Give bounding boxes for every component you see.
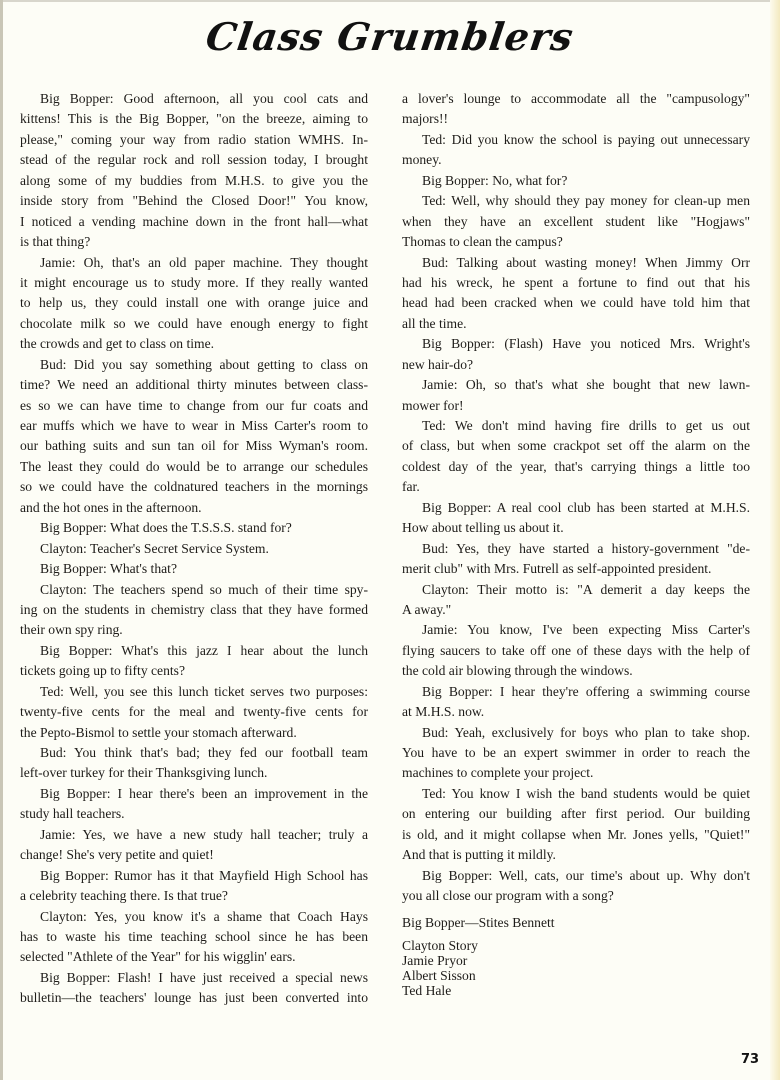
text-line: ear muffs which we have to wear in Miss Carter's room to bbox=[20, 418, 368, 433]
text-line: to help us, they could install one with orange juice and bbox=[20, 295, 368, 311]
text-line: left-over turkey for their Thanksgiving lunch. bbox=[20, 765, 268, 781]
text-line: Ted: Well, why should they pay money for clean-up men bbox=[422, 193, 750, 209]
text-line: the cold air blowing through the windows. bbox=[402, 663, 633, 679]
text-line: Bud: You think that's bad; they fed our football team bbox=[40, 745, 368, 760]
credit-cast-member: Clayton Story bbox=[402, 937, 478, 953]
credit-cast-member: Ted Hale bbox=[402, 982, 452, 998]
text-line: coldest day of the year, that's carrying things a little too bbox=[402, 458, 750, 474]
text-line: far. bbox=[402, 479, 420, 495]
cast-credits bbox=[402, 915, 750, 998]
text-line: Clayton: Teacher's Secret Service System. bbox=[40, 540, 269, 556]
text-line: Jamie: Oh, so that's what she bought that new lawn- bbox=[422, 377, 750, 393]
right-column bbox=[402, 89, 750, 998]
text-line: time? We need an additional thirty minutes between class- bbox=[20, 377, 368, 393]
text-line: mower for! bbox=[402, 397, 464, 413]
text-line: a lover's lounge to accommodate all the "campusology" bbox=[402, 91, 750, 106]
text-line: all the time. bbox=[402, 315, 467, 331]
text-line: had his wreck, he spent a fortune to find out that his bbox=[402, 274, 750, 290]
text-line: Clayton: Their motto is: "A demerit a day keeps the bbox=[422, 581, 750, 597]
text-line: Ted: Did you know the school is paying out unnecessary bbox=[422, 131, 750, 147]
text-line: chocolate milk so we could have enough energy to fight bbox=[20, 315, 368, 331]
text-line: Big Bopper: I hear there's been an improvement in the bbox=[40, 785, 368, 801]
text-line: twenty-five cents for the meal and twenty-five cents for bbox=[20, 704, 368, 720]
text-line: How about telling us about it. bbox=[402, 520, 564, 536]
text-line: Big Bopper: Good afternoon, all you cool cats and bbox=[40, 91, 368, 106]
text-line: and the hot ones in the afternoon. bbox=[20, 499, 202, 515]
text-line: And that is putting it mildly. bbox=[402, 847, 556, 863]
text-line: You have to be an expert swimmer in order to reach the bbox=[402, 745, 750, 760]
right-column-dialogue bbox=[402, 89, 750, 907]
text-line: stead of the regular rock and roll session today, I brought bbox=[20, 152, 368, 168]
text-line: is old, and it might collapse when Mr. Jones yells, "Quiet!" bbox=[402, 826, 750, 842]
text-line: so we could have the coldnatured teachers in the mornings bbox=[20, 479, 368, 495]
text-line: tickets going up to fifty cents? bbox=[20, 663, 185, 679]
text-line: their own spy ring. bbox=[20, 622, 123, 638]
credit-lead: Big Bopper—Stites Bennett bbox=[402, 914, 555, 930]
text-line: Clayton: Yes, you know it's a shame that Coach Hays bbox=[40, 908, 368, 924]
text-line: Big Bopper: No, what for? bbox=[422, 172, 568, 188]
text-line: Big Bopper: Well, cats, our time's about up. Why don't bbox=[422, 867, 750, 883]
text-line: inside story from "Behind the Closed Door!" You know, bbox=[20, 193, 368, 209]
text-line: The least they could do would be to arrange our schedules bbox=[20, 458, 368, 474]
text-line: Big Bopper: Rumor has it that Mayfield High School has bbox=[40, 867, 368, 883]
text-line: of class, but when some crackpot set off the alarm on the bbox=[402, 438, 750, 454]
text-line: A away." bbox=[402, 601, 452, 617]
text-line: I noticed a vending machine down in the front hall—what bbox=[20, 213, 368, 229]
text-line: please," coming your way from radio station WMHS. In- bbox=[20, 131, 368, 147]
text-line: Jamie: Oh, that's an old paper machine. They thought bbox=[40, 254, 368, 270]
text-line: the Pepto-Bismol to settle your stomach afterward. bbox=[20, 724, 297, 740]
text-line: Bud: Yes, they have started a history-government "de- bbox=[422, 540, 750, 556]
text-line: Big Bopper: A real cool club has been started at M.H.S. bbox=[422, 499, 750, 515]
text-line: along some of my buddies from M.H.S. to give you the bbox=[20, 172, 368, 188]
page-left-edge bbox=[0, 0, 3, 1080]
text-line: flying saucers to take off one of these days with the help of bbox=[402, 642, 750, 658]
text-line: Bud: Talking about wasting money! When Jimmy Orr bbox=[422, 254, 750, 270]
text-line: is that thing? bbox=[20, 234, 91, 250]
credits-spacer bbox=[402, 907, 750, 915]
text-line: Ted: Well, you see this lunch ticket serves two purposes: bbox=[40, 683, 368, 699]
left-column bbox=[20, 89, 368, 1009]
text-line: bulletin—the teachers' lounge has just been converted into bbox=[20, 990, 368, 1006]
text-line: Big Bopper: (Flash) Have you noticed Mrs. Wright's bbox=[422, 336, 750, 352]
text-line: study hall teachers. bbox=[20, 806, 125, 822]
page-top-edge bbox=[0, 0, 780, 2]
credit-cast-member: Jamie Pryor bbox=[402, 952, 468, 968]
text-line: you all close our program with a song? bbox=[402, 888, 614, 904]
text-line: Thomas to clean the campus? bbox=[402, 234, 563, 250]
text-line: a celebrity teaching there. Is that true? bbox=[20, 888, 228, 904]
text-line: Jamie: Yes, we have a new study hall teacher; truly a bbox=[40, 826, 368, 842]
text-line: machines to complete your project. bbox=[402, 765, 594, 781]
text-line: Ted: You know I wish the band students would be quiet bbox=[422, 785, 750, 801]
text-line: es so we can have time to change from our fur coats and bbox=[20, 397, 368, 413]
text-line: Jamie: You know, I've been expecting Miss Carter's bbox=[422, 622, 750, 638]
text-line: Big Bopper: What does the T.S.S.S. stand for? bbox=[40, 520, 292, 536]
text-line: merit club" with Mrs. Futrell as self-appointed president. bbox=[402, 561, 712, 577]
text-line: majors!! bbox=[402, 111, 449, 127]
text-line: when they have an excellent student like "Hogjaws" bbox=[402, 213, 750, 229]
text-line: the crowds and get to class on time. bbox=[20, 336, 215, 352]
text-line: on entering our building after first period. Our building bbox=[402, 806, 750, 822]
text-line: has to waste his time teaching school since he has been bbox=[20, 928, 368, 944]
text-line: it might encourage us to study more. If they really wanted bbox=[20, 274, 368, 290]
page-number: 73 bbox=[741, 1052, 760, 1067]
text-line: new hair-do? bbox=[402, 356, 474, 372]
text-line: at M.H.S. now. bbox=[402, 704, 485, 720]
text-line: head had been cracked when we could have told him that bbox=[402, 295, 750, 311]
text-line: Ted: We don't mind having fire drills to get us out bbox=[422, 418, 750, 433]
page-title: Class Grumblers bbox=[203, 14, 577, 59]
text-line: our bathing suits and sun tan oil for Miss Wyman's room. bbox=[20, 438, 368, 454]
text-line: Big Bopper: What's that? bbox=[40, 561, 177, 577]
credit-cast-member: Albert Sisson bbox=[402, 967, 476, 983]
text-line: Clayton: The teachers spend so much of their time spy- bbox=[40, 581, 368, 597]
text-line: ing on the students in chemistry class that they have formed bbox=[20, 601, 368, 617]
text-line: change! She's very petite and quiet! bbox=[20, 847, 214, 863]
text-line: Bud: Did you say something about getting to class on bbox=[40, 356, 368, 372]
text-line: kittens! This is the Big Bopper, "on the breeze, aiming to bbox=[20, 111, 368, 127]
page-right-edge bbox=[770, 0, 780, 1080]
text-line: Big Bopper: I hear they're offering a swimming course bbox=[422, 683, 750, 699]
text-line: money. bbox=[402, 152, 442, 168]
text-line: Bud: Yeah, exclusively for boys who plan to take shop. bbox=[422, 724, 750, 740]
text-line: Big Bopper: Flash! I have just received a special news bbox=[40, 969, 368, 985]
text-line: Big Bopper: What's this jazz I hear about the lunch bbox=[40, 642, 368, 658]
text-line: selected "Athlete of the Year" for his wigglin' ears. bbox=[20, 949, 296, 965]
